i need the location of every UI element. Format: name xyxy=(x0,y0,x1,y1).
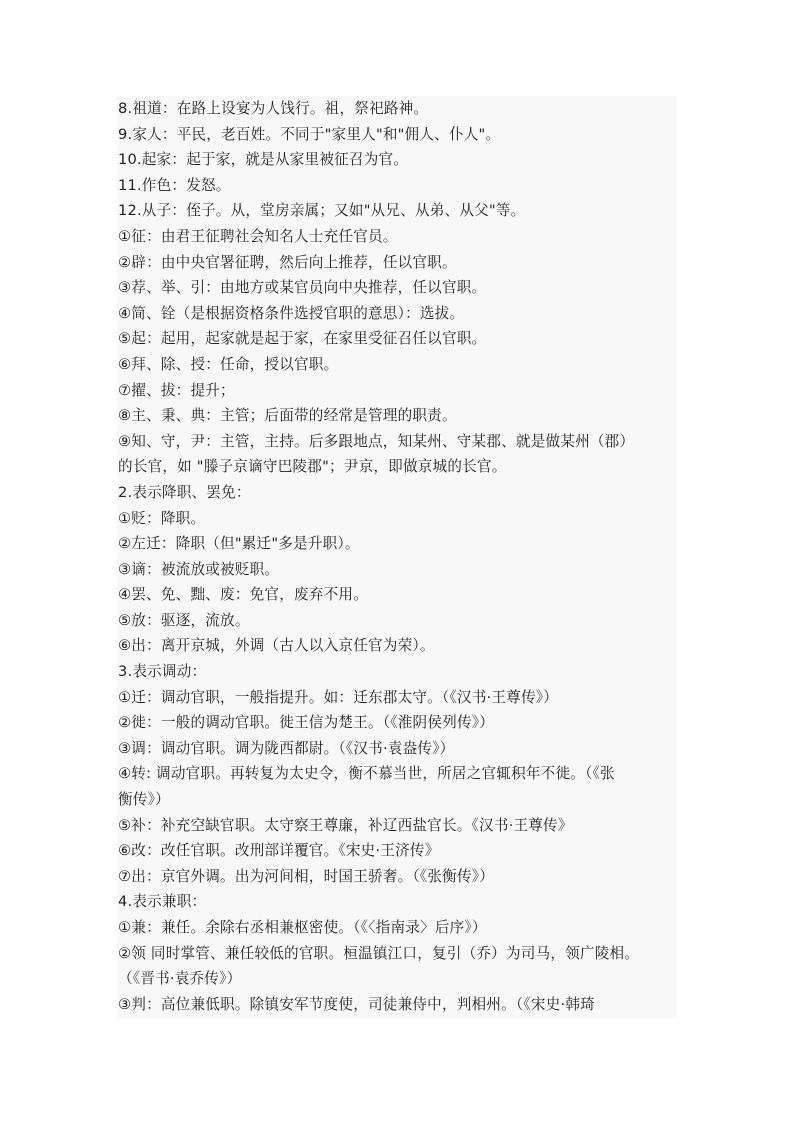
text-line: ②领 同时掌管、兼任较低的官职。桓温镇江口，复引（乔）为司马，领广陵相。 xyxy=(118,944,640,962)
text-line: 3.表示调动： xyxy=(118,663,207,681)
text-line: ④转: 调动官职。再转复为太史令，衡不慕当世，所居之官辄积年不徙。（《张 xyxy=(118,765,615,783)
text-line: ③调：调动官职。调为陇西都尉。（《汉书·袁盎传》） xyxy=(118,739,455,757)
text-line: ③谪：被流放或被贬职。 xyxy=(118,560,280,578)
text-line: 10.起家：起于家，就是从家里被征召为官。 xyxy=(118,151,409,169)
text-line: ③判：高位兼低职。除镇安军节度使，司徒兼侍中，判相州。（《宋史·韩琦 xyxy=(118,995,595,1013)
text-line: 衡传》） xyxy=(118,791,170,809)
text-line: ①兼：兼任。余除右丞相兼枢密使。（《〈指南录〉后序》） xyxy=(118,919,487,936)
document-text-block xyxy=(117,96,677,1018)
text-line: 12.从子：侄子。从，堂房亲属；又如"从兄、从弟、从父"等。 xyxy=(118,202,526,220)
text-line: 4.表示兼职： xyxy=(118,893,207,911)
text-line: ⑥拜、除、授：任命，授以官职。 xyxy=(118,355,339,373)
text-line: 的长官，如 "滕子京谪守巴陵郡"；尹京，即做京城的长官。 xyxy=(118,458,507,476)
text-line: ④罢、免、黜、废：免官，废弃不用。 xyxy=(118,586,368,604)
text-line: （《晋书·袁乔传》） xyxy=(118,970,242,988)
text-line: ①迁：调动官职，一般指提升。如：迁东郡太守。（《汉书·王尊传》） xyxy=(118,688,559,706)
text-line: ②辟：由中央官署征聘，然后向上推荐，任以官职。 xyxy=(118,253,457,271)
text-line: 11.作色：发怒。 xyxy=(118,176,231,194)
text-line: ①贬：降职。 xyxy=(118,509,206,527)
text-line: ②左迁：降职（但"累迁"多是升职）。 xyxy=(118,535,360,553)
text-line: ⑨知、守，尹：主管，主持。后多跟地点，知某州、守某郡、就是做某州（郡） xyxy=(118,432,635,450)
text-line: ⑤补：补充空缺官职。太守察王尊廉，补辽西盐官长。《汉书·王尊传》 xyxy=(118,816,573,834)
text-line: 9.家人：平民，老百姓。不同于"家里人"和"佣人、仆人"。 xyxy=(118,125,501,143)
text-line: ⑦出：京官外调。出为河间相，时国王骄奢。（《张衡传》） xyxy=(118,867,495,885)
text-line: 2.表示降职、罢免： xyxy=(118,483,251,501)
text-line: ⑤起：起用，起家就是起于家，在家里受征召任以官职。 xyxy=(118,330,487,348)
text-line: ⑥出：离开京城，外调（古人以入京任官为荣）。 xyxy=(118,637,435,655)
text-line: 8.祖道：在路上设宴为人饯行。祖，祭祀路神。 xyxy=(118,100,429,117)
text-line: ②徙：一般的调动官职。徙王信为楚王。（《淮阴侯列传》） xyxy=(118,714,495,732)
text-line: ⑧主、秉、典：主管；后面带的经常是管理的职责。 xyxy=(118,407,457,425)
text-line: ⑥改：改任官职。改刑部详覆官。《宋史·王济传》 xyxy=(118,842,440,860)
text-line: ⑤放：驱逐，流放。 xyxy=(118,611,250,629)
text-line: ④简、铨（是根据资格条件选授官职的意思）：选拔。 xyxy=(118,304,465,322)
text-line: ⑦擢、拔：提升； xyxy=(118,381,235,399)
text-line: ③荐、举、引：由地方或某官员向中央推荐，任以官职。 xyxy=(118,279,487,297)
text-line: ①征：由君王征聘社会知名人士充任官员。 xyxy=(118,227,398,245)
